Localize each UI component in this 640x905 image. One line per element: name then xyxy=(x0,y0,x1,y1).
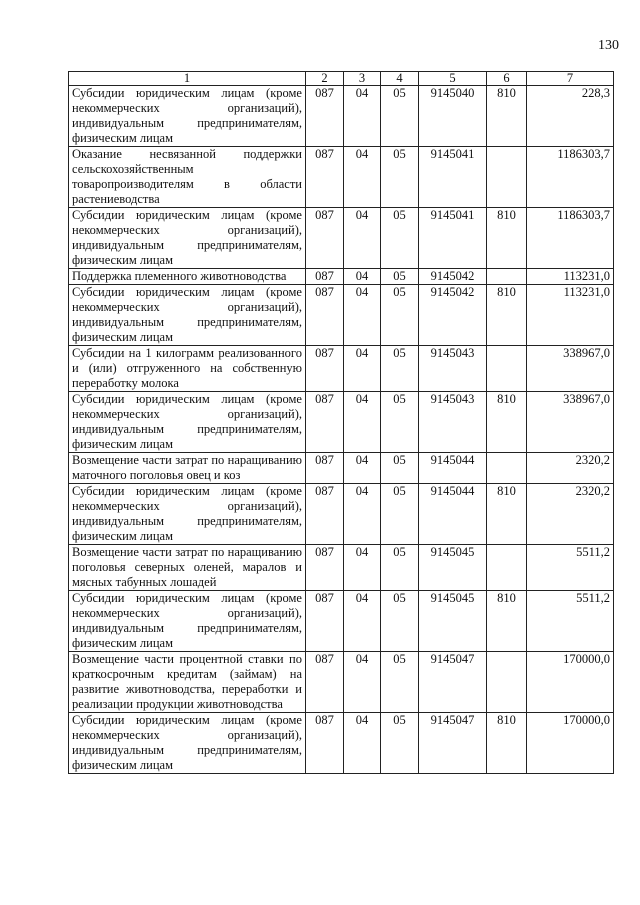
table-row xyxy=(69,147,614,208)
row-description: Возмещение части затрат по наращиванию маточного поголовья овец и коз xyxy=(69,453,306,484)
row-expense-type-code: 810 xyxy=(487,392,527,453)
row-amount: 1186303,7 xyxy=(527,208,614,269)
row-expense-type-code: 810 xyxy=(487,86,527,147)
row-subsection-code: 05 xyxy=(381,269,419,285)
row-amount: 1186303,7 xyxy=(527,147,614,208)
row-description: Субсидии на 1 килограмм реализованного и (или) отгруженного на собственную переработку молока xyxy=(69,346,306,392)
row-target-code: 9145045 xyxy=(419,545,487,591)
row-amount: 2320,2 xyxy=(527,453,614,484)
row-subsection-code: 05 xyxy=(381,652,419,713)
row-target-code: 9145041 xyxy=(419,147,487,208)
row-section-code: 04 xyxy=(344,86,381,147)
page-number: 130 xyxy=(598,38,619,53)
table-row xyxy=(69,713,614,774)
column-header: 2 xyxy=(306,72,344,86)
table-body xyxy=(69,86,614,774)
row-target-code: 9145045 xyxy=(419,591,487,652)
row-expense-type-code: 810 xyxy=(487,484,527,545)
row-target-code: 9145041 xyxy=(419,208,487,269)
row-ministry-code: 087 xyxy=(306,392,344,453)
row-ministry-code: 087 xyxy=(306,545,344,591)
row-target-code: 9145040 xyxy=(419,86,487,147)
row-section-code: 04 xyxy=(344,484,381,545)
row-ministry-code: 087 xyxy=(306,453,344,484)
column-header: 4 xyxy=(381,72,419,86)
row-subsection-code: 05 xyxy=(381,86,419,147)
column-header: 6 xyxy=(487,72,527,86)
table-row xyxy=(69,545,614,591)
row-description: Возмещение части процентной ставки по краткосрочным кредитам (займам) на развитие животноводства, переработки и реализации продукции животноводства xyxy=(69,652,306,713)
row-subsection-code: 05 xyxy=(381,147,419,208)
table-row xyxy=(69,453,614,484)
budget-table xyxy=(68,71,614,774)
row-amount: 113231,0 xyxy=(527,269,614,285)
row-section-code: 04 xyxy=(344,545,381,591)
row-expense-type-code: 810 xyxy=(487,713,527,774)
column-header: 7 xyxy=(527,72,614,86)
row-expense-type-code: 810 xyxy=(487,591,527,652)
row-subsection-code: 05 xyxy=(381,453,419,484)
row-expense-type-code xyxy=(487,652,527,713)
row-section-code: 04 xyxy=(344,269,381,285)
row-ministry-code: 087 xyxy=(306,652,344,713)
row-expense-type-code: 810 xyxy=(487,285,527,346)
row-expense-type-code xyxy=(487,269,527,285)
row-description: Возмещение части затрат по наращиванию поголовья северных оленей, маралов и мясных табунных лошадей xyxy=(69,545,306,591)
row-subsection-code: 05 xyxy=(381,545,419,591)
row-subsection-code: 05 xyxy=(381,285,419,346)
row-section-code: 04 xyxy=(344,392,381,453)
row-section-code: 04 xyxy=(344,208,381,269)
row-description: Поддержка племенного животноводства xyxy=(69,269,306,285)
row-description: Оказание несвязанной поддержки сельскохозяйственным товаропроизводителям в области растениеводства xyxy=(69,147,306,208)
row-target-code: 9145044 xyxy=(419,484,487,545)
row-amount: 170000,0 xyxy=(527,713,614,774)
row-target-code: 9145042 xyxy=(419,269,487,285)
row-subsection-code: 05 xyxy=(381,484,419,545)
row-target-code: 9145044 xyxy=(419,453,487,484)
table-header-row xyxy=(69,72,614,86)
row-subsection-code: 05 xyxy=(381,591,419,652)
row-section-code: 04 xyxy=(344,453,381,484)
row-ministry-code: 087 xyxy=(306,484,344,545)
row-description: Субсидии юридическим лицам (кроме некоммерческих организаций), индивидуальным предпринимателям, физическим лицам xyxy=(69,713,306,774)
row-section-code: 04 xyxy=(344,285,381,346)
row-ministry-code: 087 xyxy=(306,86,344,147)
row-expense-type-code xyxy=(487,545,527,591)
row-section-code: 04 xyxy=(344,591,381,652)
row-target-code: 9145043 xyxy=(419,346,487,392)
row-section-code: 04 xyxy=(344,652,381,713)
row-section-code: 04 xyxy=(344,346,381,392)
row-section-code: 04 xyxy=(344,147,381,208)
table-row xyxy=(69,484,614,545)
row-amount: 5511,2 xyxy=(527,591,614,652)
table-row xyxy=(69,285,614,346)
table-row xyxy=(69,269,614,285)
row-target-code: 9145047 xyxy=(419,713,487,774)
table-row xyxy=(69,392,614,453)
row-amount: 338967,0 xyxy=(527,346,614,392)
row-description: Субсидии юридическим лицам (кроме некоммерческих организаций), индивидуальным предпринимателям, физическим лицам xyxy=(69,208,306,269)
row-target-code: 9145042 xyxy=(419,285,487,346)
row-ministry-code: 087 xyxy=(306,713,344,774)
row-description: Субсидии юридическим лицам (кроме некоммерческих организаций), индивидуальным предпринимателям, физическим лицам xyxy=(69,591,306,652)
row-target-code: 9145047 xyxy=(419,652,487,713)
row-subsection-code: 05 xyxy=(381,392,419,453)
column-header: 1 xyxy=(69,72,306,86)
row-section-code: 04 xyxy=(344,713,381,774)
row-subsection-code: 05 xyxy=(381,346,419,392)
table-row xyxy=(69,346,614,392)
row-target-code: 9145043 xyxy=(419,392,487,453)
row-expense-type-code xyxy=(487,346,527,392)
row-expense-type-code xyxy=(487,453,527,484)
row-ministry-code: 087 xyxy=(306,208,344,269)
row-ministry-code: 087 xyxy=(306,147,344,208)
table-row xyxy=(69,591,614,652)
row-description: Субсидии юридическим лицам (кроме некоммерческих организаций), индивидуальным предпринимателям, физическим лицам xyxy=(69,484,306,545)
table-row xyxy=(69,86,614,147)
column-header: 3 xyxy=(344,72,381,86)
row-ministry-code: 087 xyxy=(306,346,344,392)
row-ministry-code: 087 xyxy=(306,591,344,652)
row-description: Субсидии юридическим лицам (кроме некоммерческих организаций), индивидуальным предпринимателям, физическим лицам xyxy=(69,392,306,453)
row-amount: 228,3 xyxy=(527,86,614,147)
row-expense-type-code xyxy=(487,147,527,208)
column-header: 5 xyxy=(419,72,487,86)
row-amount: 5511,2 xyxy=(527,545,614,591)
row-amount: 113231,0 xyxy=(527,285,614,346)
row-amount: 338967,0 xyxy=(527,392,614,453)
row-expense-type-code: 810 xyxy=(487,208,527,269)
row-ministry-code: 087 xyxy=(306,269,344,285)
row-amount: 170000,0 xyxy=(527,652,614,713)
row-description: Субсидии юридическим лицам (кроме некоммерческих организаций), индивидуальным предпринимателям, физическим лицам xyxy=(69,86,306,147)
row-amount: 2320,2 xyxy=(527,484,614,545)
row-ministry-code: 087 xyxy=(306,285,344,346)
table-row xyxy=(69,652,614,713)
row-subsection-code: 05 xyxy=(381,208,419,269)
table-row xyxy=(69,208,614,269)
row-description: Субсидии юридическим лицам (кроме некоммерческих организаций), индивидуальным предпринимателям, физическим лицам xyxy=(69,285,306,346)
row-subsection-code: 05 xyxy=(381,713,419,774)
